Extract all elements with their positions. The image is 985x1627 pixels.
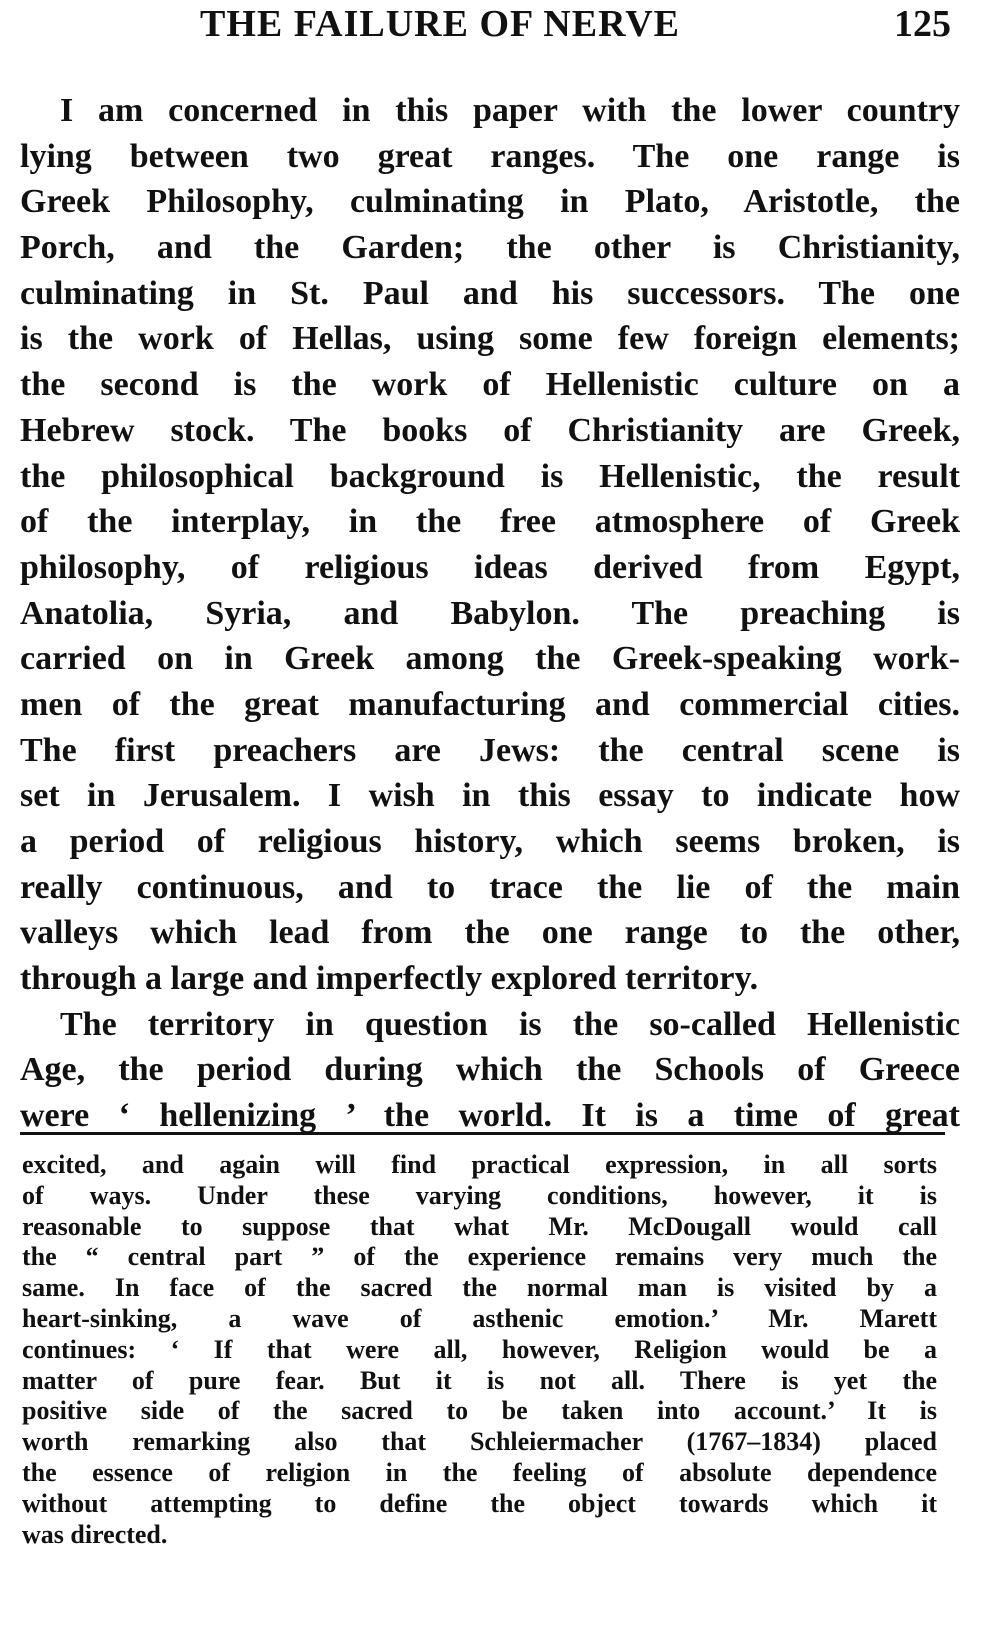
text-line: valleys which lead from the one range to the other,	[20, 914, 960, 952]
text-line: Anatolia, Syria, and Babylon. The preaching is	[20, 594, 960, 632]
text-line: The first preachers are Jews: the central scene is	[20, 731, 960, 769]
text-line: The territory in question is the so-called Hellenistic	[60, 1005, 960, 1043]
text-line: set in Jerusalem. I wish in this essay to indicate how	[20, 777, 960, 815]
running-title: THE FAILURE OF NERVE	[200, 3, 680, 45]
body-text	[20, 88, 960, 1139]
running-head	[20, 2, 965, 52]
text-line: philosophy, of religious ideas derived from Egypt,	[20, 548, 960, 586]
footnote-line: matter of pure fear. But it is not all. There is yet the	[22, 1365, 937, 1395]
text-line: carried on in Greek among the Greek-speaking work-	[20, 640, 960, 678]
text-line: culminating in St. Paul and his successors. The one	[20, 274, 960, 312]
text-line: lying between two great ranges. The one range is	[20, 137, 960, 175]
footnote-line: of ways. Under these varying conditions, however, it is	[22, 1180, 937, 1210]
footnote-line: reasonable to suppose that what Mr. McDougall would call	[22, 1211, 937, 1241]
text-line: a period of religious history, which seems broken, is	[20, 823, 960, 860]
text-line: through a large and imperfectly explored territory.	[20, 960, 759, 998]
footnote-line: positive side of the sacred to be taken into account.’ It is	[22, 1396, 937, 1426]
footnote-line: excited, and again will find practical expression, in all sorts	[22, 1150, 937, 1179]
footnote-line: was directed.	[22, 1519, 168, 1549]
footnote-line: without attempting to define the object towards which it	[22, 1488, 937, 1518]
text-line: Porch, and the Garden; the other is Christianity,	[20, 229, 960, 267]
footnote-line: the essence of religion in the feeling of absolute dependence	[22, 1457, 937, 1487]
text-line: the philosophical background is Hellenistic, the result	[20, 457, 960, 495]
text-line: the second is the work of Hellenistic culture on a	[20, 366, 960, 404]
page-number: 125	[894, 3, 951, 45]
footnote-line: same. In face of the sacred the normal man is visited by a	[22, 1273, 937, 1303]
text-line: Age, the period during which the Schools of Greece	[20, 1051, 960, 1089]
text-line: Hebrew stock. The books of Christianity are Greek,	[20, 411, 960, 449]
text-line: were ‘ hellenizing ’ the world. It is a time of great	[20, 1097, 960, 1135]
text-line: really continuous, and to trace the lie of the main	[20, 868, 960, 906]
footnote-divider	[20, 1132, 945, 1135]
text-line: is the work of Hellas, using some few foreign elements;	[20, 320, 960, 358]
footnote-line: continues: ‘ If that were all, however, Religion would be a	[22, 1334, 937, 1364]
footnote	[22, 1150, 937, 1550]
footnote-line: heart-sinking, a wave of asthenic emotion.’ Mr. Marett	[22, 1303, 937, 1333]
text-line: I am concerned in this paper with the lower country	[60, 92, 960, 129]
text-line: Greek Philosophy, culminating in Plato, Aristotle, the	[20, 183, 960, 221]
text-line: men of the great manufacturing and commercial cities.	[20, 685, 960, 723]
text-line: of the interplay, in the free atmosphere of Greek	[20, 503, 960, 541]
footnote-line: the “ central part ” of the experience remains very much the	[22, 1242, 937, 1272]
footnote-line: worth remarking also that Schleiermacher (1767–1834) placed	[22, 1427, 937, 1457]
